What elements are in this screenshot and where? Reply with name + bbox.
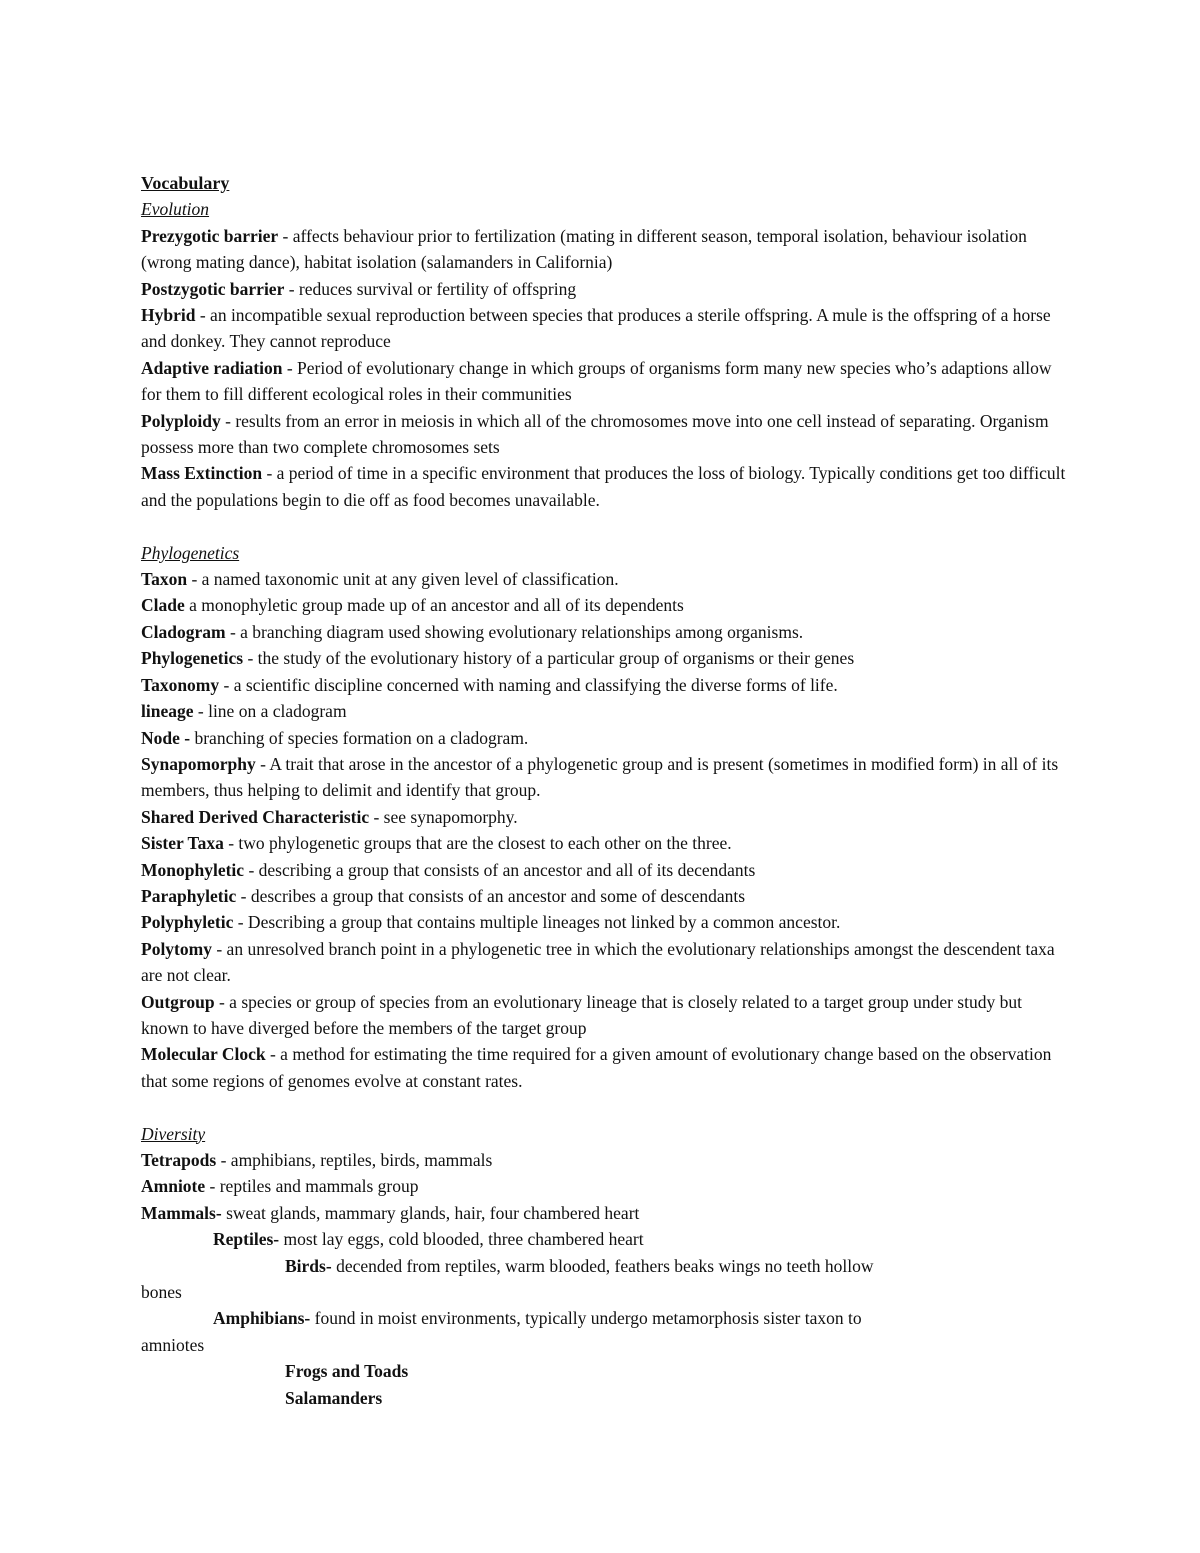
vocab-entry <box>141 592 1066 618</box>
vocab-entry <box>141 1041 1066 1094</box>
vocab-definition: branching of species formation on a cladogram. <box>190 727 529 748</box>
vocab-entry-reptiles <box>141 1226 1066 1252</box>
vocab-entry-amphibians <box>141 1305 1066 1331</box>
section-heading: Diversity <box>141 1123 206 1144</box>
vocab-definition: decended from reptiles, warm blooded, feathers beaks wings no teeth hollow <box>331 1255 874 1276</box>
vocab-entry <box>141 276 1066 302</box>
vocab-definition: sweat glands, mammary glands, hair, four chambered heart <box>221 1202 640 1223</box>
section-diversity <box>141 1121 1066 1411</box>
vocab-term: Polytomy <box>141 938 212 959</box>
vocab-definition: - reduces survival or fertility of offspring <box>284 278 577 299</box>
vocab-term: Shared Derived Characteristic <box>141 806 370 827</box>
vocab-term: Taxon <box>141 569 188 590</box>
vocab-entry <box>141 830 1066 856</box>
vocab-term: Adaptive radiation <box>141 357 283 378</box>
vocab-term: Birds- <box>285 1255 332 1276</box>
vocab-entry <box>141 883 1066 909</box>
vocab-entry <box>141 725 1066 751</box>
vocab-entry <box>141 566 1066 592</box>
vocab-definition: - amphibians, reptiles, birds, mammals <box>216 1150 493 1170</box>
vocab-term: Hybrid <box>141 305 196 326</box>
vocab-definition: - a scientific discipline concerned with naming and classifying the diverse forms of life. <box>219 674 838 695</box>
vocab-term: Sister Taxa <box>141 833 224 854</box>
document-page <box>141 170 1066 1411</box>
vocab-definition: - Period of evolutionary change in which groups of organisms form many new species who’s adaptions allow for them to fill different ecological roles in their communities <box>141 357 1052 405</box>
vocab-definition: - two phylogenetic groups that are the closest to each other on the three. <box>223 833 732 854</box>
vocab-entry <box>141 408 1066 461</box>
vocab-entry <box>141 804 1066 830</box>
vocab-term: Synapomorphy <box>141 753 256 774</box>
vocab-term: Polyphyletic <box>141 912 234 933</box>
vocab-entry <box>141 672 1066 698</box>
vocab-definition: - describing a group that consists of an ancestor and all of its decendants <box>244 859 756 880</box>
vocab-term: Molecular Clock <box>141 1044 266 1065</box>
vocab-definition: - a named taxonomic unit at any given level of classification. <box>187 569 619 590</box>
vocab-entry <box>141 1200 1066 1226</box>
vocab-term: Node - <box>141 727 191 748</box>
vocab-definition: - a branching diagram used showing evolutionary relationships among organisms. <box>225 621 804 642</box>
vocab-term: Mass Extinction <box>141 463 263 484</box>
vocab-definition: - a period of time in a specific environment that produces the loss of biology. Typically conditions get too difficult and the populations begin to die off as food becomes unavailable. <box>141 463 1066 510</box>
vocab-entry <box>141 302 1066 355</box>
vocab-term: Reptiles- <box>213 1229 280 1250</box>
vocab-definition: - an unresolved branch point in a phylogenetic tree in which the evolutionary relationships amongst the descendent taxa are not clear. <box>141 938 1055 986</box>
vocab-entry <box>141 989 1066 1042</box>
section-evolution <box>141 196 1066 513</box>
vocab-term: Polyploidy <box>141 410 221 431</box>
vocab-continuation: bones <box>141 1282 182 1303</box>
amphibian-group: Frogs and Toads <box>285 1361 409 1382</box>
vocab-term: Amniote <box>141 1176 206 1197</box>
section-phylogenetics <box>141 540 1066 1095</box>
vocab-term: Prezygotic barrier <box>141 225 279 246</box>
vocab-entry <box>141 1147 1066 1173</box>
vocab-definition: - reptiles and mammals group <box>205 1176 419 1197</box>
vocab-entry <box>141 936 1066 989</box>
vocab-definition: - see synapomorphy. <box>369 806 518 827</box>
vocab-term: Mammals- <box>141 1202 222 1223</box>
vocab-definition: most lay eggs, cold blooded, three chambered heart <box>279 1229 644 1250</box>
vocab-entry <box>141 460 1066 513</box>
vocab-term: Paraphyletic <box>141 885 237 906</box>
vocab-term: Amphibians- <box>213 1308 311 1329</box>
vocab-entry <box>141 355 1066 408</box>
vocab-term: Monophyletic <box>141 859 245 880</box>
vocab-term: Postzygotic barrier <box>141 278 285 299</box>
vocab-definition: - results from an error in meiosis in which all of the chromosomes move into one cell instead of separating. Organism possess more than two complete chromosomes sets <box>141 410 1049 458</box>
vocab-entry <box>141 645 1066 671</box>
amphibian-group: Salamanders <box>285 1387 383 1408</box>
vocab-definition: - A trait that arose in the ancestor of a phylogenetic group and is present (sometimes in modified form) in all of its members, thus helping to delimit and identify that group. <box>141 753 1059 801</box>
vocab-entry <box>141 698 1066 724</box>
vocab-term: Tetrapods <box>141 1150 217 1170</box>
vocab-definition: - affects behaviour prior to fertilization (mating in different season, temporal isolation, behaviour isolation (wrong mating dance), habitat isolation (salamanders in California) <box>141 225 1027 273</box>
vocab-entry <box>141 909 1066 935</box>
vocab-entry-birds <box>141 1253 1066 1279</box>
vocab-definition: - a method for estimating the time required for a given amount of evolutionary change based on the observation that some regions of genomes evolve at constant rates. <box>141 1044 1052 1091</box>
vocab-term: Outgroup <box>141 991 215 1012</box>
vocab-entry <box>141 857 1066 883</box>
vocab-term: lineage <box>141 701 194 722</box>
vocab-entry <box>141 1173 1066 1199</box>
vocab-definition: - line on a cladogram <box>193 701 347 722</box>
section-heading: Phylogenetics <box>141 542 240 563</box>
vocab-entry <box>141 751 1066 804</box>
vocab-term: Taxonomy <box>141 674 220 695</box>
vocab-continuation: amniotes <box>141 1334 205 1355</box>
vocab-definition: - describes a group that consists of an ancestor and some of descendants <box>236 885 746 906</box>
vocab-term: Clade <box>141 595 185 616</box>
vocab-definition: found in moist environments, typically undergo metamorphosis sister taxon to <box>310 1308 862 1329</box>
vocab-term: Phylogenetics <box>141 648 244 669</box>
vocab-definition: - the study of the evolutionary history of a particular group of organisms or their genes <box>243 648 855 669</box>
vocab-definition: - Describing a group that contains multiple lineages not linked by a common ancestor. <box>233 912 841 933</box>
section-heading: Evolution <box>141 199 210 220</box>
vocab-definition: - a species or group of species from an evolutionary lineage that is closely related to a target group under study but known to have diverged before the members of the target group <box>141 991 1022 1038</box>
vocab-definition: - an incompatible sexual reproduction between species that produces a sterile offspring. A mule is the offspring of a horse and donkey. They cannot reproduce <box>141 305 1051 352</box>
vocab-entry <box>141 619 1066 645</box>
vocab-entry <box>141 223 1066 276</box>
document-title: Vocabulary <box>141 173 230 193</box>
vocab-term: Cladogram <box>141 621 226 642</box>
vocab-definition: a monophyletic group made up of an ancestor and all of its dependents <box>184 595 684 616</box>
